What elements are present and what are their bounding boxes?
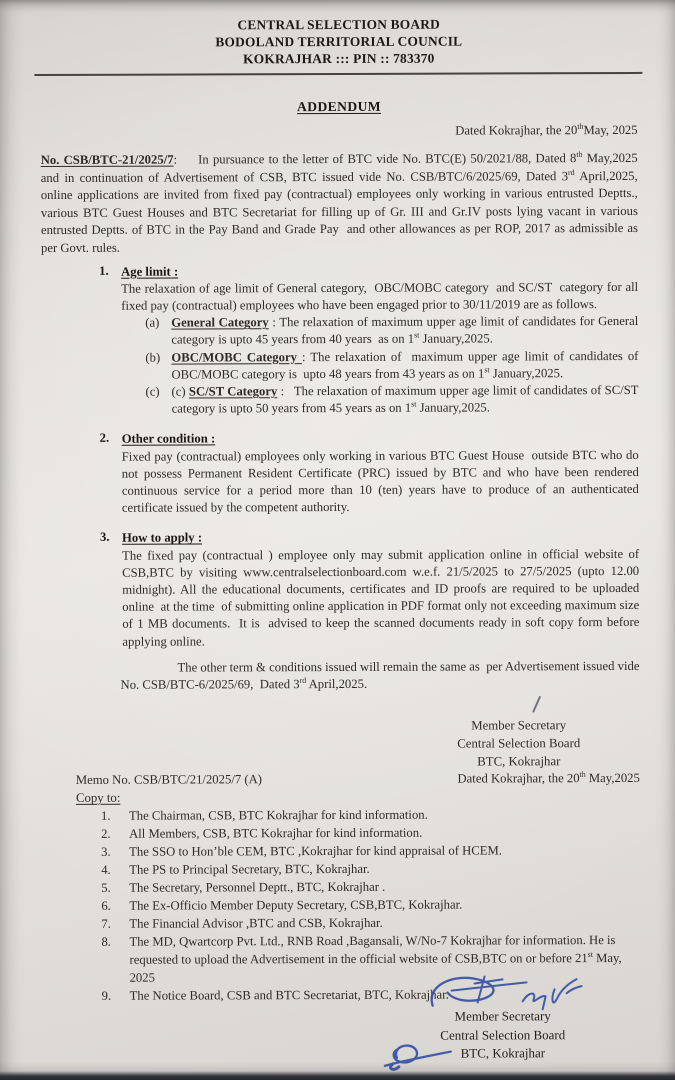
copy-item-text: The SSO to Hon’ble CEM, BTC ,Kokrajhar for kind appraisal of HCEM. <box>129 843 502 859</box>
copy-item-text: The Notice Board, CSB and BTC Secretariat, BTC, Kokrajhar. <box>129 987 449 1003</box>
sub-item-text: General Category : The relaxation of maximum upper age limit of candidates for General category is upto 45 years from 40 years as on 1st January,2025. <box>171 314 639 347</box>
date-line: Dated Kokrajhar, the 20thMay, 2025 <box>455 121 638 138</box>
copy-item-text: The Chairman, CSB, BTC Kokrajhar for kind information. <box>128 807 428 823</box>
copy-item-number: 8. <box>101 935 111 950</box>
copy-item-text: The MD, Qwartcorp Pvt. Ltd., RNB Road ,Bagansali, W/No-7 Kokrajhar for information. He is requested to upload the Advertisement in the official website of CSB,BTC on or before 21st May, 2025 <box>129 933 622 985</box>
copy-list-item <box>44 985 641 1005</box>
copy-list-item <box>43 823 640 843</box>
copy-item-number: 3. <box>101 845 111 860</box>
section-number: 3. <box>99 530 110 545</box>
section-how-to-apply <box>42 528 639 651</box>
signatory-place: BTC, Kokrajhar <box>477 754 561 769</box>
sub-item-text: OBC/MOBC Category : The relaxation of maximum upper age limit of candidates of OBC/MOBC category is upto 48 years from 43 years as on 1st January,2025. <box>171 348 639 382</box>
copy-to-label: Copy to: <box>75 790 121 806</box>
header-divider <box>34 72 642 76</box>
copy-item-text: The PS to Principal Secretary, BTC, Kokrajhar. <box>129 862 370 877</box>
copy-item-text: All Members, CSB, BTC Kokrajhar for kind information. <box>129 825 423 841</box>
sub-item-label: (c) <box>145 384 160 399</box>
address-line: KOKRAJHAR ::: PIN :: 783370 <box>243 50 435 67</box>
document-title: ADDENDUM <box>296 98 382 115</box>
section-age-limit <box>41 262 639 419</box>
memo-number: Memo No. CSB/BTC/21/2025/7 (A) <box>75 772 262 788</box>
copy-item-number: 6. <box>101 899 111 914</box>
section-number: 2. <box>99 431 110 446</box>
copy-list-item <box>43 931 640 987</box>
section-number: 1. <box>99 263 109 278</box>
copy-item-text: The Financial Advisor ,BTC and CSB, Kokrajhar. <box>129 916 383 931</box>
copy-list <box>43 805 641 1005</box>
scan-edge-bottom <box>0 1062 675 1080</box>
signatory-org: Central Selection Board <box>457 736 581 751</box>
copy-item-number: 7. <box>101 917 111 932</box>
sub-item-obc-mobc <box>121 348 638 384</box>
copy-item-text: The Secretary, Personnel Deptt., BTC, Kokrajhar . <box>129 880 386 895</box>
memo-row <box>43 771 640 788</box>
section-body: Fixed pay (contractual) employees only working in various BTC Guest House outside BTC who do not possess Permanent Resident Certificate (PRC) issued by BTC and who have been rendered continuous service for a period more than 10 (ten) years have to produce of an authenticated certificate issued by the competent authority. <box>121 447 639 515</box>
section-heading: How to apply : <box>121 530 203 546</box>
council-name: BODOLAND TERRITORIAL COUNCIL <box>215 33 463 50</box>
sub-item-label: (b) <box>145 350 161 365</box>
copy-item-number: 4. <box>101 863 111 878</box>
sub-item-text: (c) SC/ST Category : The relaxation of maximum upper age limit of candidates of SC/ST category is upto 50 years from 45 years as on 1st January,2025. <box>171 382 639 416</box>
copy-list-item <box>43 805 640 825</box>
section-heading: Other condition : <box>121 431 216 447</box>
copy-item-number: 9. <box>101 989 112 1004</box>
signatory-title: Member Secretary <box>471 718 567 733</box>
closing-paragraph: The other term & conditions issued will remain the same as per Advertisement issued vide No. CSB/BTC-6/2025/69, Dated 3rd April,2025. <box>120 658 640 692</box>
sub-item-general <box>121 313 638 349</box>
copy-list-item <box>43 877 640 897</box>
signature-block-mid <box>412 695 626 771</box>
copy-item-text: The Ex-Officio Member Deputy Secretary, CSB,BTC, Kokrajhar. <box>129 897 463 913</box>
date-line-2: Dated Kokrajhar, the 20th May,2025 <box>457 770 640 786</box>
copy-item-number: 2. <box>101 827 111 842</box>
copy-list-item <box>43 859 640 879</box>
section-body: The fixed pay (contractual ) employee only may submit application online in official website of CSB,BTC by visiting www.centralselectionboard.com w.e.f. 21/5/2025 to 27/5/2025 (upto 12.00 midnight). All the educational documents, certificates and ID proofs are required to be uploaded online at the time of submitting online application in PDF format only not exceeding maximum size of 1 MB documents. It is advised to keep the scanned documents ready in soft copy form before applying online. <box>122 546 640 649</box>
copy-item-number: 1. <box>100 809 111 824</box>
slash-mark <box>532 696 541 713</box>
section-body: The relaxation of age limit of General category, OBC/MOBC category and SC/ST category for all fixed pay (contractual) employees who have been engaged prior to 30/11/2019 are as follows. <box>121 279 639 313</box>
signatory-place: BTC, Kokrajhar <box>460 1045 546 1061</box>
copy-item-number: 5. <box>101 881 111 896</box>
sub-item-sc-st <box>121 382 638 418</box>
copy-list-item <box>43 895 640 915</box>
section-other-condition <box>42 429 639 517</box>
copy-list-item <box>43 913 640 933</box>
signatory-org: Central Selection Board <box>440 1026 566 1043</box>
signatory-title: Member Secretary <box>454 1008 551 1024</box>
letterhead <box>40 15 637 68</box>
copy-list-item <box>43 841 640 861</box>
signature-block-bottom <box>405 1007 601 1063</box>
org-name: CENTRAL SELECTION BOARD <box>237 16 441 33</box>
opening-paragraph: No. CSB/BTC-21/2025/7: In pursuance to the letter of BTC vide No. BTC(E) 50/2021/88, Dated 8th May,2025 and in continuation of Advertisement of CSB, BTC issued vide No. CSB/BTC/6/2025/69, Dated 3rd April,2025, online applications are invited from fixed pay (contractual) employees only working in various entrusted Deptts., various BTC Guest Houses and BTC Secretariat for filling up of Gr. III and Gr.IV posts lying vacant in various entrusted Deptts. of BTC in the Pay Band and Grade Pay and other allowances as per ROP, 2017 as admissible as per Govt. rules. <box>40 149 638 256</box>
section-heading: Age limit : <box>121 264 179 279</box>
sub-item-label: (a) <box>145 315 160 330</box>
